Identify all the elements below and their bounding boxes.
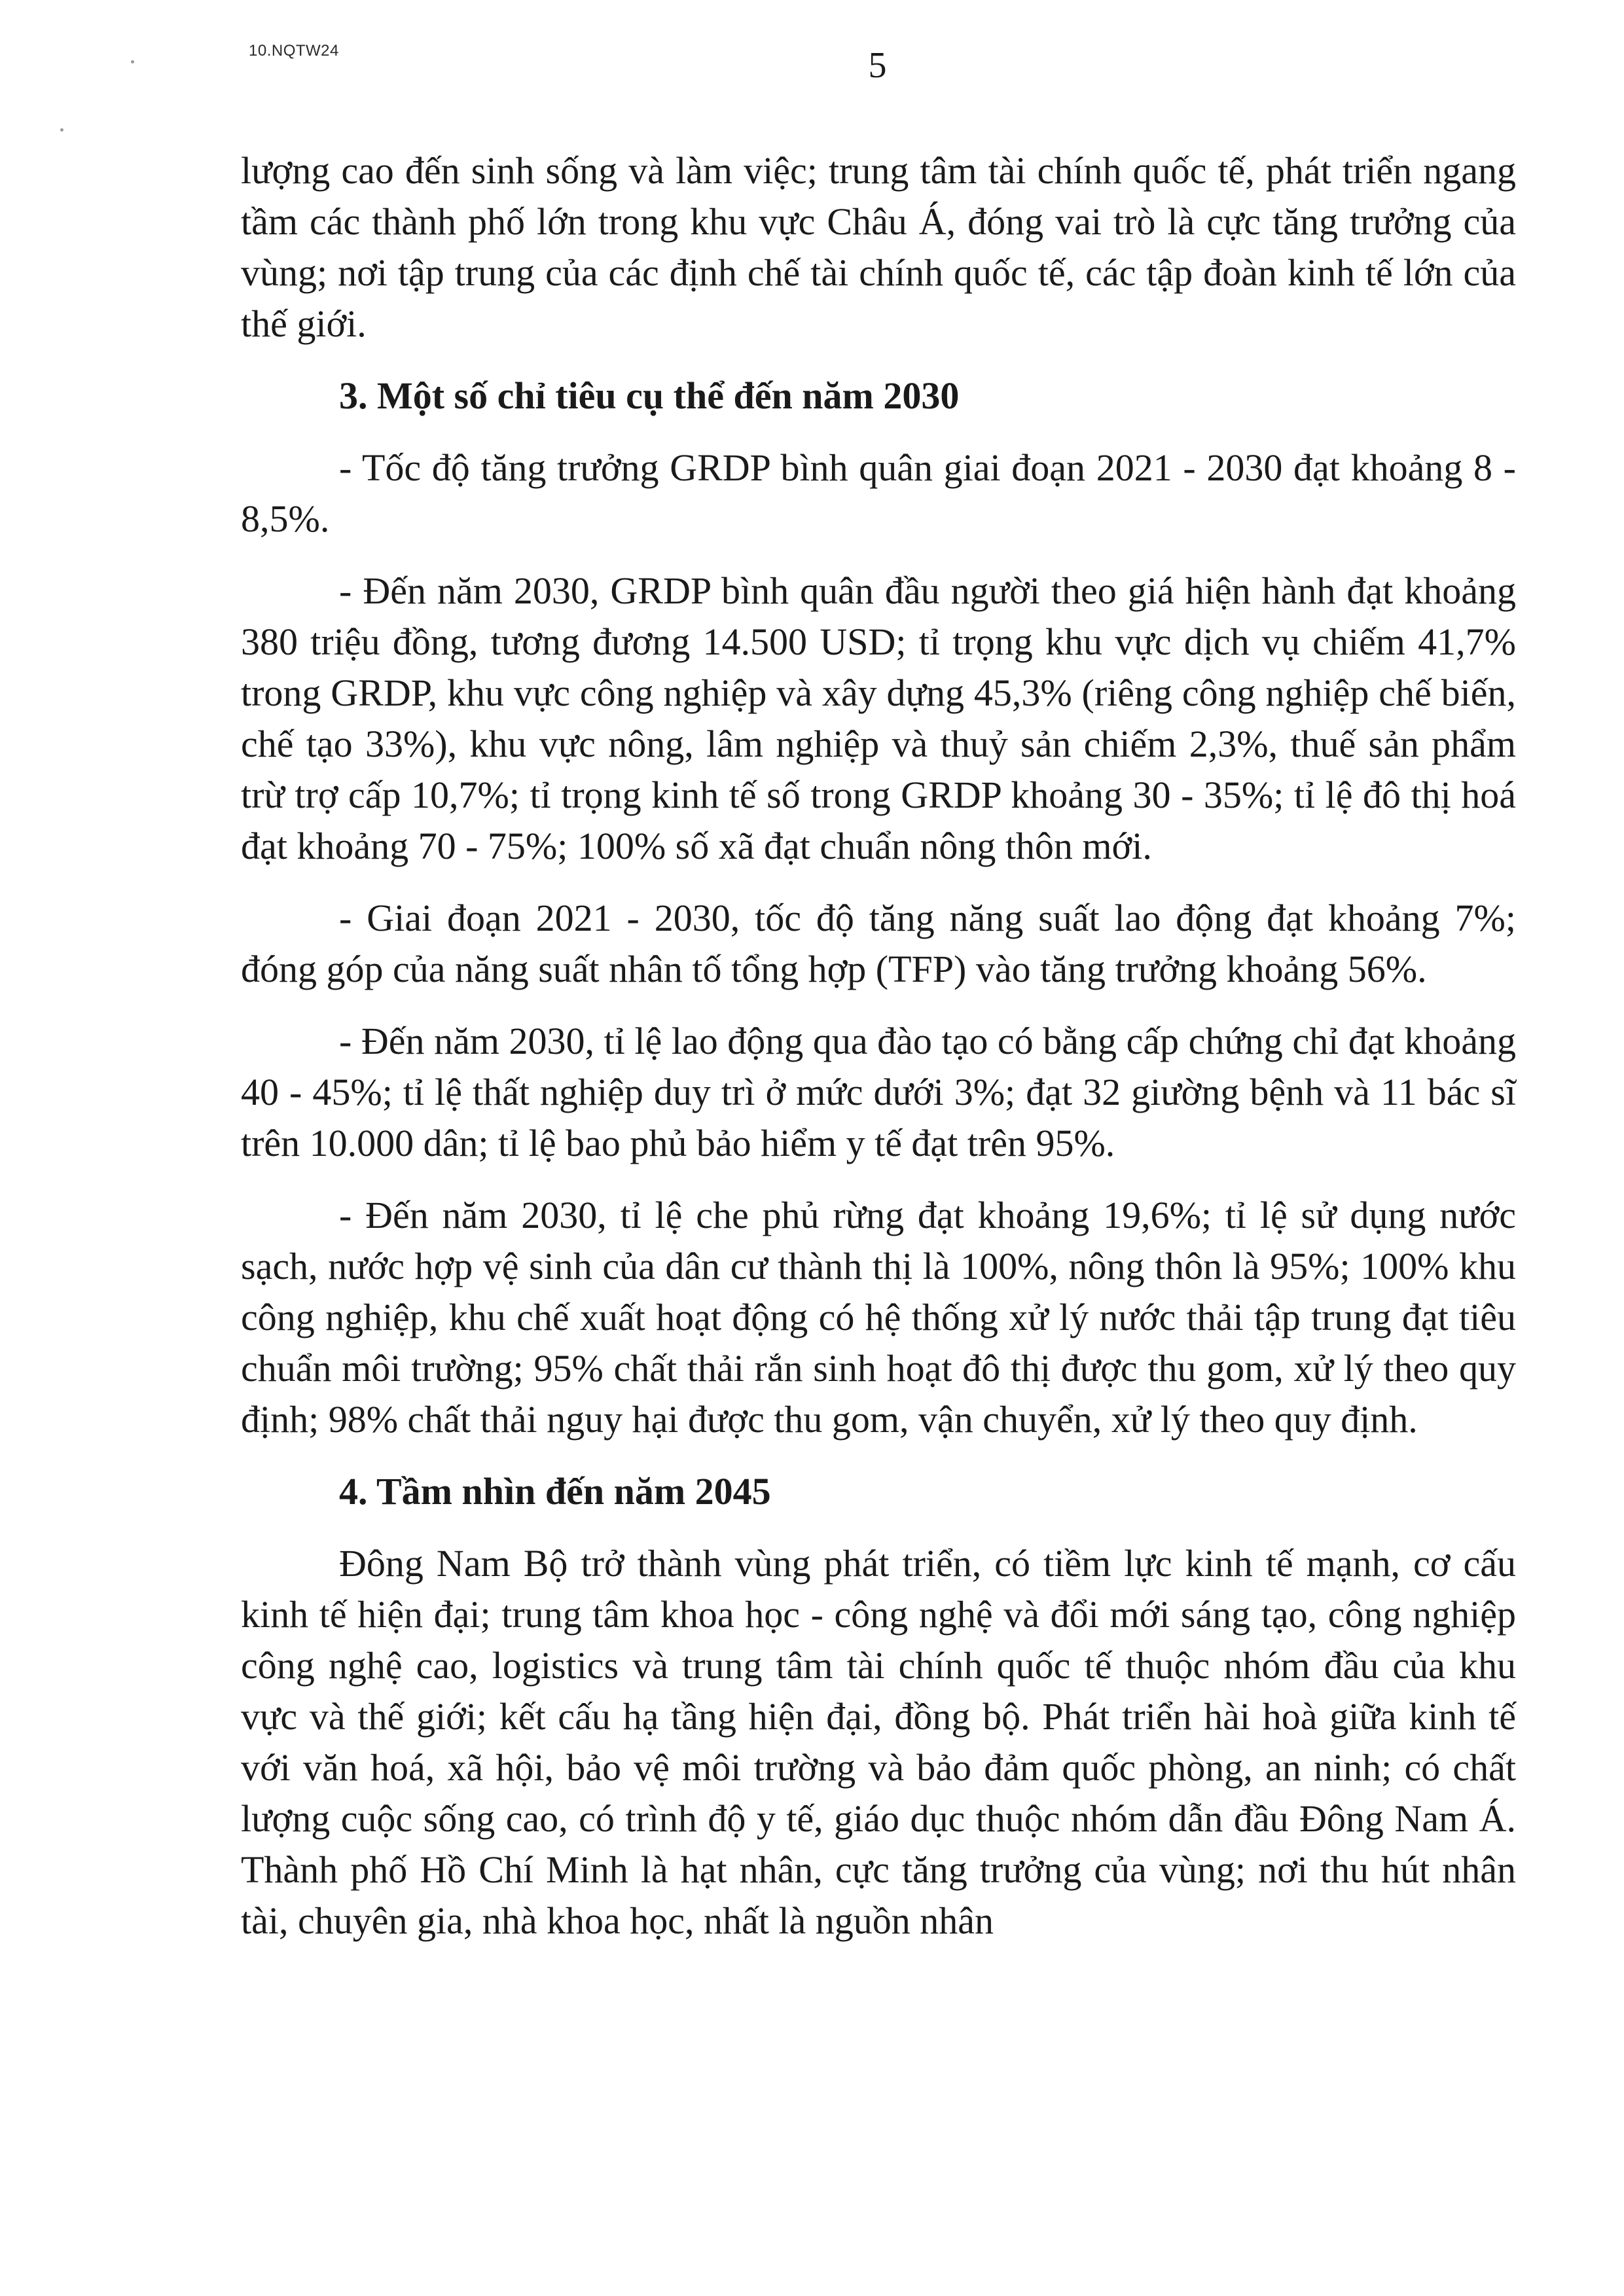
paragraph-labor-productivity: - Giai đoạn 2021 - 2030, tốc độ tăng năng suất lao động đạt khoảng 7%; đóng góp của năng suất nhân tố tổng hợp (TFP) vào tăng trưởng khoảng 56%. — [241, 897, 1516, 990]
paragraph-vision-2045: Đông Nam Bộ trở thành vùng phát triển, có tiềm lực kinh tế mạnh, cơ cấu kinh tế hiện đại; trung tâm khoa học - công nghệ và đổi mới sáng tạo, công nghiệp công nghệ cao, logistics và trung tâm tài chính quốc tế thuộc nhóm đầu của khu vực và thế giới; kết cấu hạ tầng hiện đại, đồng bộ. Phát triển hài hoà giữa kinh tế với văn hoá, xã hội, bảo vệ môi trường và bảo đảm quốc phòng, an ninh; có chất lượng cuộc sống cao, có trình độ y tế, giáo dục thuộc nhóm dẫn đầu Đông Nam Á. Thành phố Hồ Chí Minh là hạt nhân, cực tăng trưởng của vùng; nơi thu hút nhân tài, chuyên gia, nhà khoa học, nhất là nguồn nhân — [241, 1542, 1516, 1942]
paragraph-grdp-structure: - Đến năm 2030, GRDP bình quân đầu người theo giá hiện hành đạt khoảng 380 triệu đồng, tương đương 14.500 USD; tỉ trọng khu vực dịch vụ chiếm 41,7% trong GRDP, khu vực công nghiệp và xây dựng 45,3% (riêng công nghiệp chế biến, chế tạo 33%), khu vực nông, lâm nghiệp và thuỷ sản chiếm 2,3%, thuế sản phẩm trừ trợ cấp 10,7%; tỉ trọng kinh tế số trong GRDP khoảng 30 - 35%; tỉ lệ đô thị hoá đạt khoảng 70 - 75%; 100% số xã đạt chuẩn nông thôn mới. — [241, 569, 1516, 867]
paragraph-environment: - Đến năm 2030, tỉ lệ che phủ rừng đạt khoảng 19,6%; tỉ lệ sử dụng nước sạch, nước hợp vệ sinh của dân cư thành thị là 100%, nông thôn là 95%; 100% khu công nghiệp, khu chế xuất hoạt động có hệ thống xử lý nước thải tập trung đạt tiêu chuẩn môi trường; 95% chất thải rắn sinh hoạt đô thị được thu gom, xử lý theo quy định; 98% chất thải nguy hại được thu gom, vận chuyển, xử lý theo quy định. — [241, 1194, 1516, 1441]
paragraph-intro: lượng cao đến sinh sống và làm việc; trung tâm tài chính quốc tế, phát triển ngang tầm các thành phố lớn trong khu vực Châu Á, đóng vai trò là cực tăng trưởng của vùng; nơi tập trung của các định chế tài chính quốc tế, các tập đoàn kinh tế lớn của thế giới. — [241, 149, 1516, 345]
document-body — [241, 145, 1516, 1946]
section-heading-3: 3. Một số chỉ tiêu cụ thể đến năm 2030 — [339, 374, 960, 417]
paragraph-growth-rate: - Tốc độ tăng trưởng GRDP bình quân giai đoạn 2021 - 2030 đạt khoảng 8 - 8,5%. — [241, 446, 1516, 540]
scan-speck — [60, 128, 63, 132]
page-number: 5 — [868, 45, 887, 86]
document-code: 10.NQTW24 — [249, 42, 339, 60]
paragraph-labor-health: - Đến năm 2030, tỉ lệ lao động qua đào tạo có bằng cấp chứng chỉ đạt khoảng 40 - 45%; tỉ lệ thất nghiệp duy trì ở mức dưới 3%; đạt 32 giường bệnh và 11 bác sĩ trên 10.000 dân; tỉ lệ bao phủ bảo hiểm y tế đạt trên 95%. — [241, 1020, 1516, 1164]
section-heading-4: 4. Tầm nhìn đến năm 2045 — [339, 1470, 771, 1513]
